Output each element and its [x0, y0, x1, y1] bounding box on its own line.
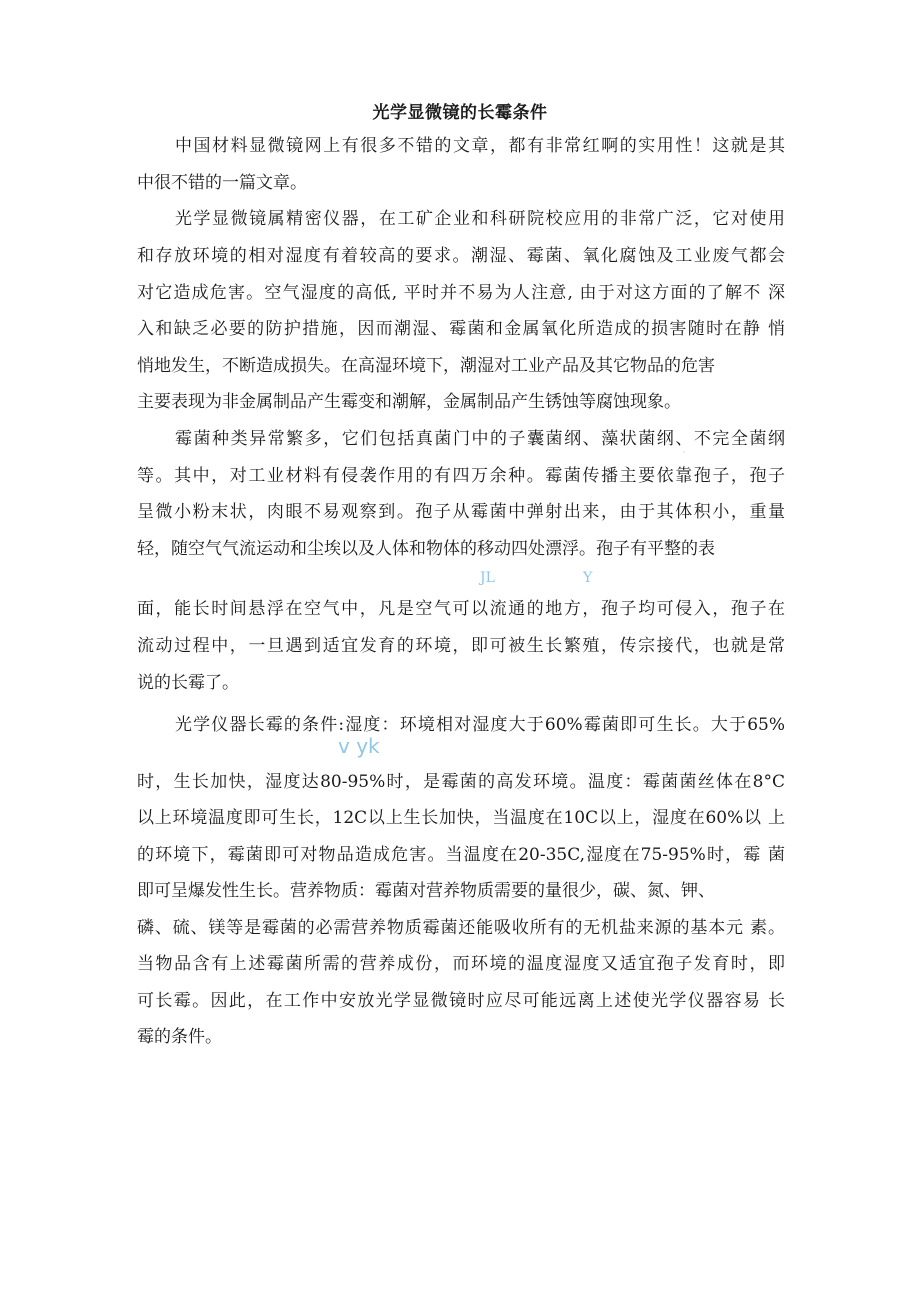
paragraph-line: 中国材料显微镜网上有很多不错的文章，都有非常红啊的实用性！这就是其: [175, 136, 785, 156]
paragraph-line: 的环境下，霉菌即可对物品造成危害。当温度在20-35C,湿度在75-95%时，霉 菌: [137, 845, 785, 865]
paragraph-line: 入和缺乏必要的防护措施，因而潮湿、霉菌和金属氧化所造成的损害随时在静 悄: [137, 319, 785, 339]
paragraph-line: 光学显微镜属精密仪器，在工矿企业和科研院校应用的非常广泛，它对使用: [175, 209, 785, 229]
paragraph-line: 呈微小粉末状，肉眼不易观察到。孢子从霉菌中弹射出来，由于其体积小，重量: [137, 502, 785, 522]
paragraph-line: 面，能长时间悬浮在空气中，凡是空气可以流通的地方，孢子均可侵入，孢子在: [137, 599, 785, 619]
paragraph-line: 即可呈爆发性生长。营养物质：霉菌对营养物质需要的量很少，碳、氮、钾、: [137, 881, 715, 901]
overlay-mark: v yk: [338, 734, 380, 758]
paragraph-line: 对它造成危害。空气湿度的高低, 平时并不易为人注意, 由于对这方面的了解不 深: [137, 283, 785, 303]
paragraph-line: 轻，随空气气流运动和尘埃以及人体和物体的移动四处漂浮。孢子有平整的表: [137, 539, 715, 559]
paragraph-line: 以上环境温度即可生长，12C以上生长加快，当温度在10C以上，湿度在60%以 上: [137, 808, 785, 828]
overlay-mark: Y: [583, 570, 593, 586]
paragraph-line: 主要表现为非金属制品产生霉变和潮解，金属制品产生锈蚀等腐蚀现象。: [137, 392, 681, 412]
paragraph-line: 时，生长加快，湿度达80-95%时，是霉菌的高发环境。温度：霉菌菌丝体在8°C: [137, 772, 785, 792]
paragraph-line: 等。其中，对工业材料有侵袭作用的有四万余种。霉菌传播主要依靠孢子，孢子: [137, 466, 785, 486]
paragraph-line: 中很不错的一篇文章。: [137, 173, 307, 193]
paragraph-line: 当物品含有上述霉菌所需的营养成份，而环境的温度湿度又适宜孢子发育时，即: [137, 954, 785, 974]
paragraph-line: 可长霉。因此，在工作中安放光学显微镜时应尽可能远离上述使光学仪器容易 长: [137, 991, 785, 1011]
paragraph-line: 霉菌种类异常繁多，它们包括真菌门中的子囊菌纲、藻状菌纲、不完全菌纲: [175, 429, 785, 449]
paragraph-line: 和存放环境的相对湿度有着较高的要求。潮湿、霉菌、氧化腐蚀及工业废气都会: [137, 246, 785, 266]
paragraph-line: 说的长霉了。: [137, 673, 239, 693]
paragraph-line: 流动过程中，一旦遇到适宜发育的环境，即可被生长繁殖，传宗接代，也就是常: [137, 636, 785, 656]
overlay-mark: JL: [480, 570, 495, 586]
paragraph-line: 霉的条件。: [137, 1027, 222, 1047]
paragraph-line: 悄地发生，不断造成损失。在高湿环境下，潮湿对工业产品及其它物品的危害: [137, 356, 715, 376]
document-title: 光学显微镜的长霉条件: [372, 103, 548, 123]
paragraph-line: 磷、硫、镁等是霉菌的必需营养物质霉菌还能吸收所有的无机盐来源的基本元 素。: [137, 918, 785, 938]
scan-artifact: ′: [683, 450, 686, 461]
paragraph-line: 光学仪器长霉的条件:湿度：环境相对湿度大于60%霉菌即可生长。大于65%: [175, 715, 785, 735]
